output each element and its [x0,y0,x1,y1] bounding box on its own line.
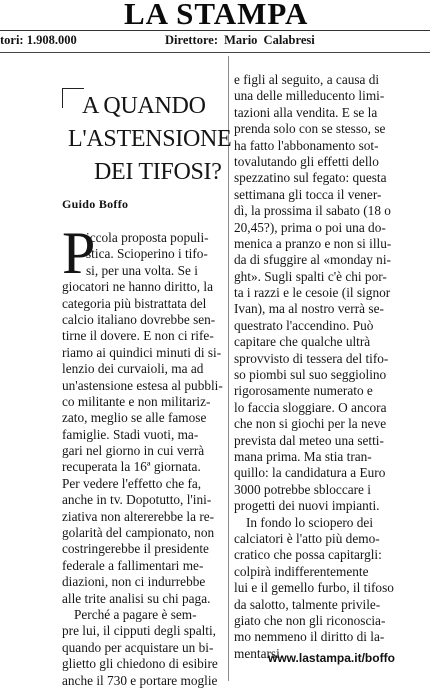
text-line: recuperata la 16ª giornata. [62,459,201,475]
text-line: tazioni alla vendita. E se la [234,104,378,120]
editor-text: Direttore: Mario Calabresi [165,33,315,47]
text-line: gari nel giorno in cui verrà [62,443,205,459]
text-line: zato, meglio se alle famose [62,410,207,426]
headline-line-3: DEI TIFOSI? [94,159,222,185]
text-line: quando per acquistare un bi- [62,639,214,655]
text-line: lui e il gemello furbo, il tifoso [234,580,394,596]
text-line: Perché a pagare è sem- [74,606,197,622]
text-line: Ivan), ma al nostro verrà se- [234,301,384,317]
frame-corner-horizontal [62,88,84,89]
text-line: questrato l'accendino. Può [234,317,374,333]
masthead-divider [0,30,430,31]
text-line: e figli al seguito, a causa di [234,72,380,87]
text-line: una delle milleducento limi- [234,88,385,104]
article-byline: Guido Boffo [62,197,129,211]
text-line: mo nemmeno il diritto di la- [234,629,385,645]
text-line: Per vedere l'effetto che fa, [62,475,202,491]
text-line: so piombi sul suo seggiolino [234,367,387,383]
text-line: alle trite analisi su chi paga. [62,590,211,606]
text-line: anche in tv. Dopotutto, l'ini- [62,492,212,508]
text-line: iccola proposta populi- [86,230,209,245]
drop-cap: P [62,220,96,286]
text-line: ta i razzi e le cesoie (il signor [234,285,391,301]
text-line: anche il 730 e portare moglie [62,672,218,688]
text-line: sprovvisto di tessera del tifo- [234,350,389,366]
text-line: spezzatino sul fegato: questa [234,170,387,186]
text-line: costringerebbe il presidente [62,541,209,557]
text-line: mentarsi. [234,645,284,661]
text-line: pre lui, il cipputi degli spalti, [62,623,216,639]
text-line: progetti dei nuovi impianti. [234,498,380,514]
text-line: 3000 potrebbe sbloccare i [234,481,371,497]
text-line: stica. Scioperino i tifo- [86,246,208,262]
author-web-link[interactable]: www.lastampa.it/boffo [268,651,395,665]
circulation-text: tori: 1.908.000 [0,33,77,47]
text-line: mana prima. Ma stia tran- [234,448,372,464]
text-line: menica a pranzo e non si illu- [234,235,392,251]
text-line: famiglie. Stadi vuoti, ma- [62,426,199,442]
text-line: categoria più bistrattata del [62,295,207,311]
text-line: ziativa non altererebbe la re- [62,508,215,524]
text-line: dì, la prossima il sabato (18 o [234,203,391,219]
text-line: lenzio dei curvaioli, ma ad [62,361,204,377]
text-line: In fondo lo sciopero dei [246,514,374,530]
headline-line-2: L'ASTENSIONE [68,126,232,152]
text-line: giato che non gli riconoscia- [234,612,386,628]
text-line: capitare che qualche ultrà [234,334,371,350]
text-line: settimana gli tocca il vener- [234,186,382,202]
text-line: calcio italiano dovrebbe sen- [62,311,216,327]
text-line: golarità del campionato, non [62,525,215,541]
masthead [0,0,430,50]
article-headline [68,90,232,189]
text-line: prevista dal meteo una setti- [234,432,384,448]
text-line: glietto gli chiedono di esibire [62,656,218,672]
text-line: che non si giochi per la neve [234,416,387,432]
text-line: calciatori è l'atto più demo- [234,530,380,546]
text-line: colpirà indifferentemente [234,563,369,579]
text-line: quillo: la candidatura a Euro [234,465,386,481]
text-line: 20,45?), prima o poi una do- [234,219,386,235]
text-line: ght». Sugli spalti c'è chi por- [234,268,387,284]
text-line: tovalutando gli effetti dello [234,153,379,169]
headline-line-1: A QUANDO [82,93,206,119]
masthead-bottom-divider [0,52,430,53]
text-line: si, per una volta. Se i [86,262,198,278]
text-line: co militante e non militariz- [62,393,211,409]
text-line: rigorosamente numerato e [234,383,373,399]
text-line: da salotto, talmente privile- [234,596,381,612]
article-column-2 [234,72,426,662]
text-line: cratico che possa capitargli: [234,547,382,563]
text-line: prenda solo con se stesso, se [234,121,386,137]
article-column-1 [62,220,227,689]
frame-corner-vertical [62,88,63,108]
text-line: riamo ai quindici minuti di si- [62,344,222,360]
text-line: lo faccia sloggiare. O ancora [234,399,387,415]
text-line: giocatori ne hanno diritto, la [62,279,214,295]
text-line: un'astensione estesa al pubbli- [62,377,223,393]
text-line: federale a fallimentari me- [62,557,204,573]
text-line: tirne il dovere. E non ci rife- [62,328,214,344]
newspaper-title: LA STAMPA [124,0,309,31]
text-line: diazioni, non ci indurrebbe [62,574,206,590]
text-line: ha fatto l'abbonamento sot- [234,137,379,153]
text-line: da di sfuggire al «monday ni- [234,252,391,268]
